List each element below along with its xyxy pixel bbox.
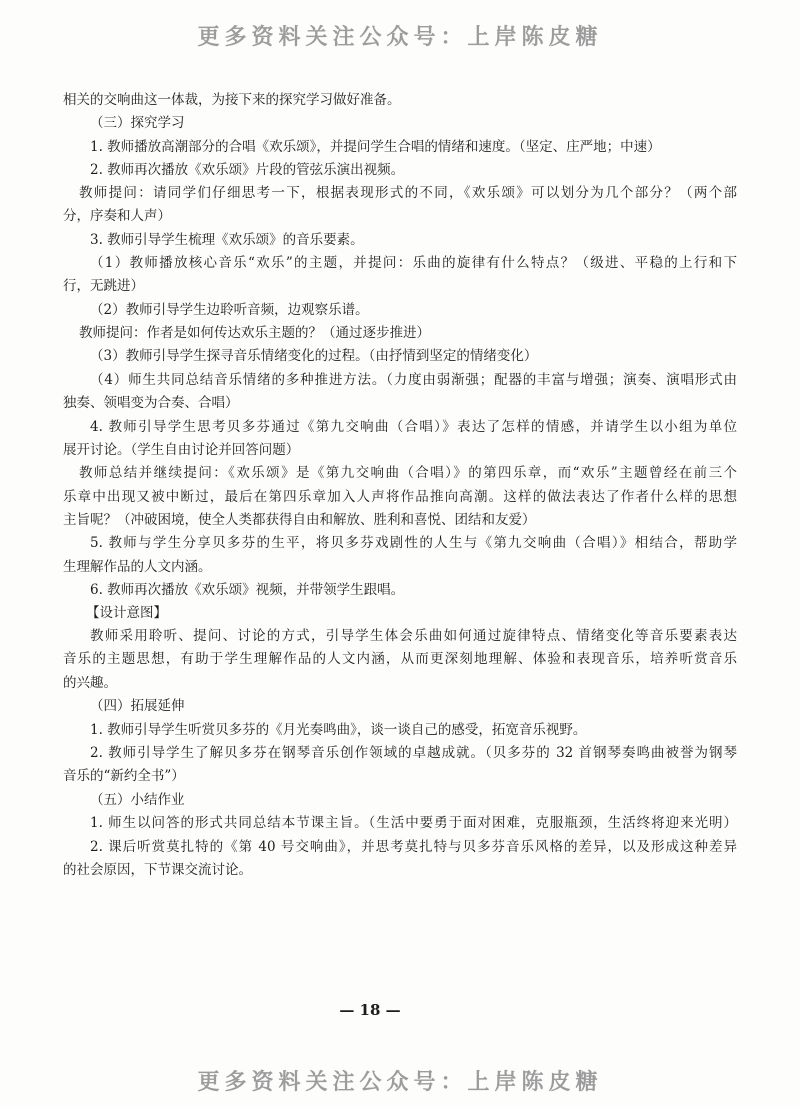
design-intent-line: 教师采用聆听、提问、讨论的方式，引导学生体会乐曲如何通过旋律特点、情绪变化等音乐要素表达 [90,628,737,644]
substep-2-line: （2）教师引导学生边聆听音频，边观察乐谱。 [90,302,369,318]
section-heading-inquiry: （三）探究学习 [90,115,185,131]
page-number: — 18 — [339,1001,401,1019]
teacher-question-line-2: 教师提问：作者是如何传达欢乐主题的？（通过逐步推进） [79,325,430,341]
teacher-summary-line: 教师总结并继续提问：《欢乐颂》是《第九交响曲（合唱）》的第四乐章，而“欢乐”主题曾经在前三个 [79,465,737,481]
extension-step-2-continuation: 音乐的“新约全书”） [63,768,185,784]
substep-1-continuation: 行，无跳进） [63,278,144,294]
inquiry-step-3: 3. 教师引导学生梳理《欢乐颂》的音乐要素。 [90,232,364,248]
inquiry-step-1: 1. 教师播放高潮部分的合唱《欢乐颂》，并提问学生合唱的情绪和速度。（坚定、庄严地；中速） [90,139,661,155]
teacher-summary-continuation: 乐章中出现又被中断过，最后在第四乐章加入人声将作品推向高潮。这样的做法表达了作者什么样的思想 [63,489,737,505]
inquiry-step-5-continuation: 生理解作品的人文内涵。 [63,559,212,575]
design-intent-heading: 【设计意图】 [86,605,167,621]
teacher-question-line: 教师提问：请同学们仔细思考一下，根据表现形式的不同，《欢乐颂》可以划分为几个部分？（两个部 [79,185,737,201]
inquiry-step-4-continuation: 展开讨论。（学生自由讨论并回答问题） [63,442,300,458]
section-heading-summary: （五）小结作业 [90,792,185,808]
substep-4-continuation: 独奏、领唱变为合奏、合唱） [63,395,239,411]
extension-step-2: 2. 教师引导学生了解贝多芬在钢琴音乐创作领域的卓越成就。（贝多芬的 32 首钢琴奏鸣曲被誉为钢琴 [90,745,737,761]
substep-3-line: （3）教师引导学生探寻音乐情绪变化的过程。（由抒情到坚定的情绪变化） [90,348,538,364]
summary-step-1: 1. 师生以问答的形式共同总结本节课主旨。（生活中要勇于面对困难，克服瓶颈，生活终将迎来光明） [90,815,737,831]
extension-step-1: 1. 教师引导学生听赏贝多芬的《月光奏鸣曲》，谈一谈自己的感受，拓宽音乐视野。 [90,722,587,738]
inquiry-step-4: 4. 教师引导学生思考贝多芬通过《第九交响曲（合唱）》表达了怎样的情感，并请学生以小组为单位 [90,419,737,435]
section-heading-extension: （四）拓展延伸 [90,698,185,714]
inquiry-step-5: 5. 教师与学生分享贝多芬的生平，将贝多芬戏剧性的人生与《第九交响曲（合唱）》相结合，帮助学 [90,535,737,551]
teacher-question-continuation: 分，序奏和人声） [63,208,171,224]
summary-step-2-continuation: 的社会原因，下节课交流讨论。 [63,862,252,878]
teacher-summary-end: 主旨呢？（冲破困境，使全人类都获得自由和解放、胜利和喜悦、团结和友爱） [63,512,536,528]
design-intent-end: 的兴趣。 [63,675,117,691]
footer-watermark: 更多资料关注公众号：上岸陈皮糖 [197,1070,603,1095]
design-intent-continuation: 音乐的主题思想，有助于学生理解作品的人文内涵，从而更深刻地理解、体验和表现音乐，培养听赏音乐 [63,651,737,667]
summary-step-2: 2. 课后听赏莫扎特的《第 40 号交响曲》，并思考莫扎特与贝多芬音乐风格的差异，以及形成这种差异 [90,839,737,855]
intro-continuation-line: 相关的交响曲这一体裁，为接下来的探究学习做好准备。 [63,92,401,108]
substep-1-line: （1）教师播放核心音乐“欢乐”的主题，并提问：乐曲的旋律有什么特点？（级进、平稳的上行和下 [90,255,737,271]
inquiry-step-2: 2. 教师再次播放《欢乐颂》片段的管弦乐演出视频。 [90,162,405,178]
header-watermark: 更多资料关注公众号：上岸陈皮糖 [197,25,603,50]
substep-4-line: （4）师生共同总结音乐情绪的多种推进方法。（力度由弱渐强；配器的丰富与增强；演奏、演唱形式由 [90,372,737,388]
inquiry-step-6: 6. 教师再次播放《欢乐颂》视频，并带领学生跟唱。 [90,582,405,598]
